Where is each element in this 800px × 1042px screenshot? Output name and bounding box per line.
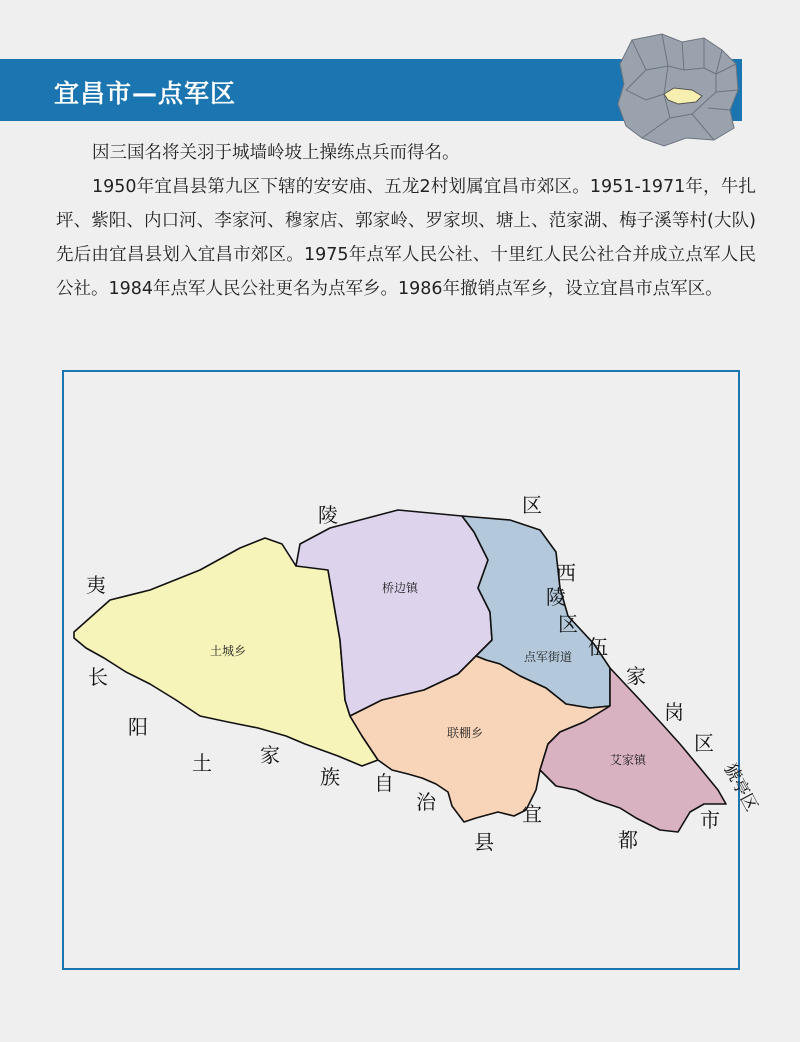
- neighbor-char-jia2: 家: [260, 743, 280, 767]
- neighbor-char-yi2: 宜: [522, 802, 542, 826]
- neighbor-char-gang: 岗: [664, 700, 684, 724]
- neighbor-char-zi: 自: [374, 771, 394, 795]
- neighbor-char-zu: 族: [320, 765, 340, 789]
- neighbor-char-ling2: 陵: [546, 585, 566, 609]
- neighbor-char-yang: 阳: [128, 715, 148, 739]
- neighbor-char-ling: 陵: [318, 503, 338, 527]
- intro-paragraph-1: 因三国名将关羽于城墙岭坡上操练点兵而得名。: [92, 143, 460, 163]
- page-title: 宜昌市—点军区: [54, 79, 237, 108]
- neighbor-char-qu3: 区: [694, 731, 714, 755]
- neighbor-char-qu-top: 区: [522, 493, 542, 517]
- neighbor-char-xian: 县: [474, 830, 494, 854]
- neighbor-char-wu: 伍: [588, 635, 608, 659]
- label-lianpeng: 联棚乡: [446, 726, 484, 740]
- neighbor-char-shi: 市: [700, 808, 720, 832]
- label-qiaobian: 桥边镇: [381, 581, 419, 595]
- neighbor-char-zhi: 治: [416, 790, 436, 814]
- neighbor-char-jia: 家: [626, 664, 646, 688]
- label-dianjun: 点军街道: [523, 650, 573, 664]
- label-aijia: 艾家镇: [609, 753, 647, 767]
- neighbor-char-xi: 西: [556, 561, 576, 585]
- neighbor-label-xiaoting: 猇亭区: [719, 760, 762, 815]
- neighbor-char-qu2: 区: [558, 612, 578, 636]
- neighbor-char-chang: 长: [88, 665, 108, 689]
- neighbor-char-du: 都: [618, 828, 638, 852]
- label-tucheng: 土城乡: [209, 644, 247, 658]
- intro-paragraph-2: 1950年宜昌县第九区下辖的安安庙、五龙2村划属宜昌市郊区。1951-1971年，牛扎坪、紫阳、内口河、李家河、穆家店、郭家岭、罗家坝、塘上、范家湖、梅子溪等村(大队)先后由宜昌县划入宜昌市郊区。1975年点军人民公社、十里红人民公社合并成立点军人民公社。1984年点军人民公社更名为点军乡。1986年撤销点军乡，设立宜昌市点军区。: [56, 177, 756, 299]
- neighbor-char-yi: 夷: [86, 573, 106, 597]
- neighbor-char-tu: 土: [192, 751, 212, 775]
